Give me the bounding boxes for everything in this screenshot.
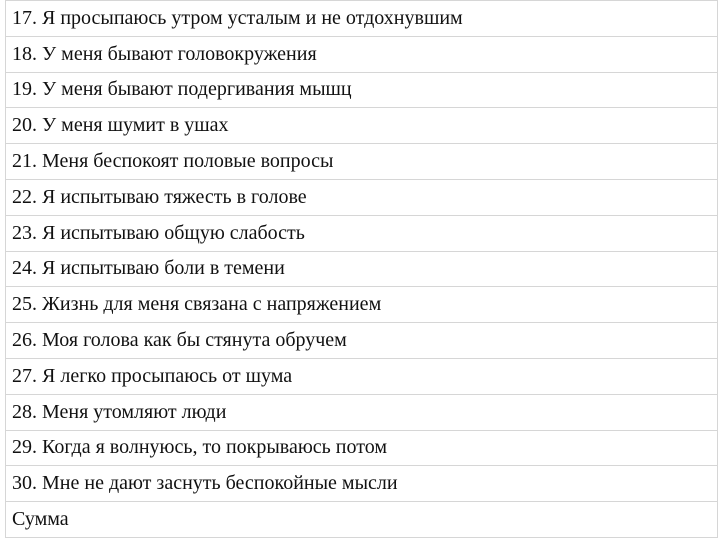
total-row: Сумма <box>6 502 717 538</box>
table-row: 19. У меня бывают подергивания мышц <box>6 73 717 109</box>
table-row: 29. Когда я волнуюсь, то покрываюсь потом <box>6 431 717 467</box>
table-row: 21. Меня беспокоят половые вопросы <box>6 144 717 180</box>
table-row: 23. Я испытываю общую слабость <box>6 216 717 252</box>
table-row: 18. У меня бывают головокружения <box>6 37 717 73</box>
table-row: 28. Меня утомляют люди <box>6 395 717 431</box>
table-row: 26. Моя голова как бы стянута обручем <box>6 323 717 359</box>
table-row: 20. У меня шумит в ушах <box>6 108 717 144</box>
table-row: 22. Я испытываю тяжесть в голове <box>6 180 717 216</box>
questionnaire-table <box>5 0 718 538</box>
table-row: 30. Мне не дают заснуть беспокойные мысли <box>6 466 717 502</box>
table-row: 25. Жизнь для меня связана с напряжением <box>6 287 717 323</box>
table-row: 17. Я просыпаюсь утром усталым и не отдохнувшим <box>6 0 717 37</box>
table-row: 27. Я легко просыпаюсь от шума <box>6 359 717 395</box>
table-row: 24. Я испытываю боли в темени <box>6 252 717 288</box>
